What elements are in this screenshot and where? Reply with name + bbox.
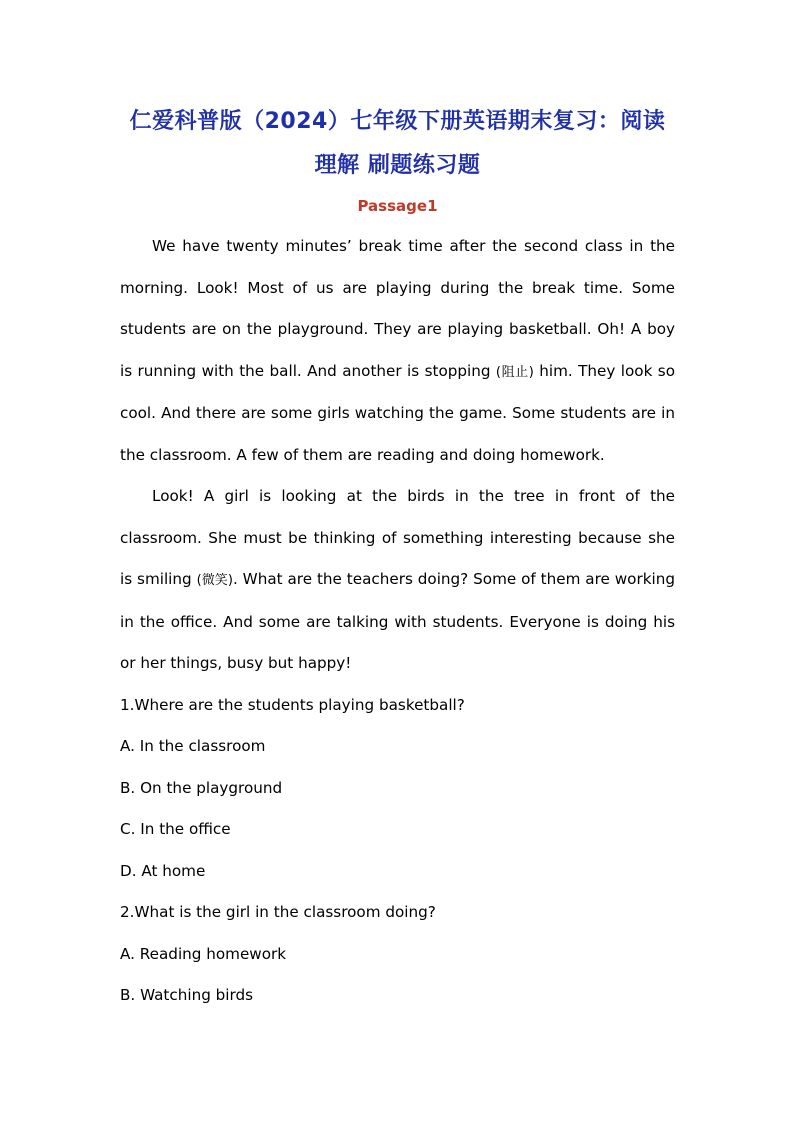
chinese-gloss: (微笑) <box>196 573 233 588</box>
answer-option: D. At home <box>120 861 206 880</box>
paragraph-text: . What are the teachers doing? Some of them are working in the office. And some are talking with students. Everyone is doing his or her things, busy but happy! <box>120 570 675 672</box>
document-page <box>120 100 675 1017</box>
paragraph-text: We have twenty minutes’ break time after the second class in the morning. Look! Most of us are playing during the break time. Some students are on the playground. They are playing basketball. Oh! A boy is running with the ball. And another is stopping <box>120 237 675 380</box>
answer-option: B. Watching birds <box>120 986 254 1004</box>
paragraph-text: him. They look so cool. And there are some girls watching the game. Some students are in the classroom. A few of them are reading and doing homework. <box>120 361 675 464</box>
question-stem: 1.Where are the students playing basketball? <box>120 695 465 714</box>
question-1 <box>120 685 675 893</box>
answer-option: C. In the office <box>120 820 231 838</box>
passage-heading: Passage1 <box>357 197 438 215</box>
answer-option: A. In the classroom <box>120 737 266 755</box>
passage-paragraph-2 <box>120 476 675 685</box>
chinese-gloss: (阻止) <box>495 364 534 380</box>
passage-paragraph-1 <box>120 226 675 476</box>
question-2 <box>120 892 675 1017</box>
answer-option: B. On the playground <box>120 778 283 797</box>
answer-option: A. Reading homework <box>120 944 287 963</box>
document-title: 仁爱科普版（2024）七年级下册英语期末复习：阅读理解 刷题练习题 <box>129 109 666 178</box>
question-stem: 2.What is the girl in the classroom doing? <box>120 903 436 921</box>
paragraph-text: Look! A girl is looking at the birds in the tree in front of the classroom. She must be thinking of something interesting because she is smiling <box>120 487 675 588</box>
